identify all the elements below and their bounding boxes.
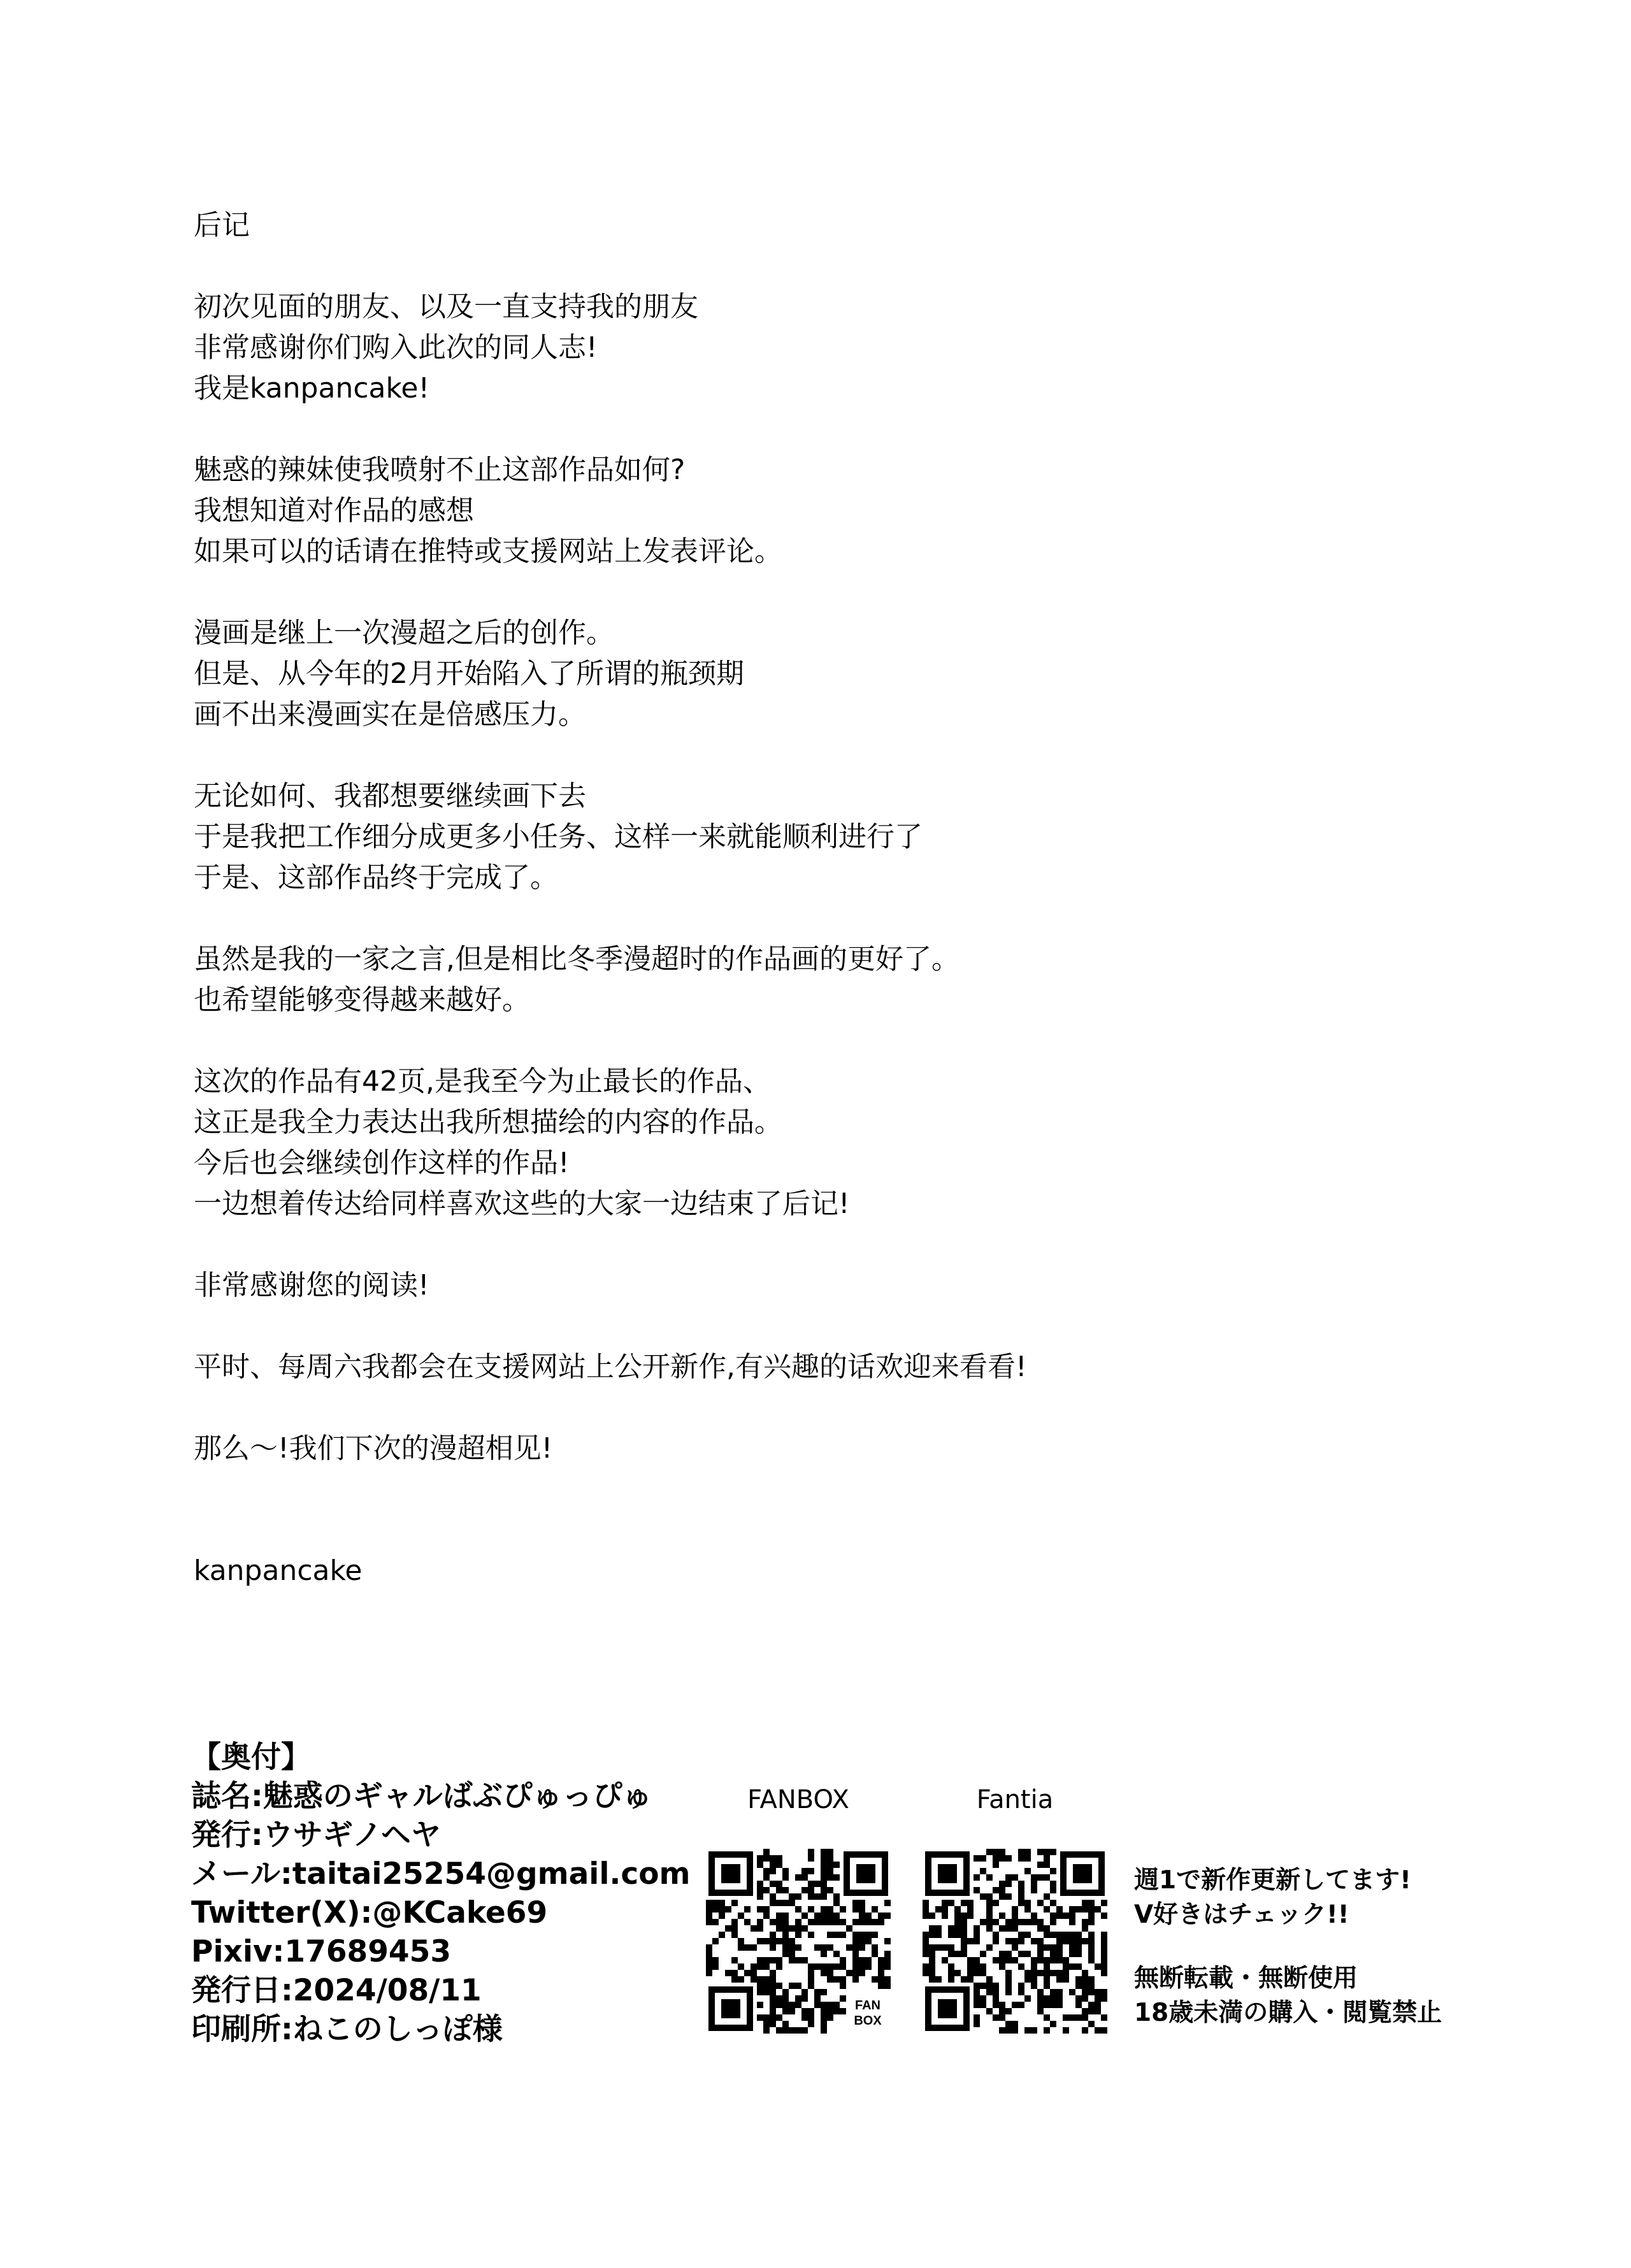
- fantia-qr-code[interactable]: [923, 1849, 1107, 2034]
- fanbox-badge: [847, 1993, 888, 2031]
- text-line: 但是、从今年的2月开始陷入了所谓的瓶颈期: [194, 657, 744, 690]
- text-line: 非常感谢你们购入此次的同人志!: [194, 331, 598, 364]
- text-line: 也希望能够变得越来越好。: [194, 984, 530, 1016]
- fanbox-label: FANBOX: [747, 1785, 849, 1814]
- text-line: 非常感谢您的阅读!: [194, 1269, 429, 1302]
- update-notice: [1134, 1863, 1442, 1932]
- afterword-title: 后记: [194, 209, 250, 241]
- fanbox-badge-top: FAN: [855, 1999, 880, 2013]
- fantia-qr-block: [923, 1784, 1107, 2034]
- text-line: 一边想着传达给同样喜欢这些的大家一边结束了后记!: [194, 1188, 850, 1220]
- text-line: 于是我把工作细分成更多小任务、这样一来就能顺利进行了: [194, 821, 923, 853]
- text-line: 虽然是我的一家之言,但是相比冬季漫超时的作品画的更好了。: [194, 943, 959, 975]
- fanbox-qr-block: [706, 1784, 891, 2034]
- paragraph: [194, 613, 1468, 735]
- colophon-publisher: 発行:ウサギノヘヤ: [191, 1818, 441, 1853]
- text-line: 这次的作品有42页,是我至今为止最长的作品、: [194, 1065, 771, 1098]
- text-line: 我想知道对作品的感想: [194, 494, 474, 527]
- notice-line: V好きはチェック!!: [1134, 1900, 1349, 1929]
- colophon-pixiv: Pixiv:17689453: [191, 1934, 452, 1969]
- text-line: 漫画是继上一次漫超之后的创作。: [194, 617, 614, 649]
- text-line: 今后也会继续创作这样的作品!: [194, 1147, 570, 1179]
- colophon-title: 誌名:魅惑のギャルばぶぴゅっぴゅ: [191, 1779, 652, 1814]
- text-line: 魅惑的辣妹使我喷射不止这部作品如何?: [194, 454, 686, 486]
- qr-finder-bottom-left: [708, 1986, 753, 2031]
- colophon-mail: メール:taitai25254@gmail.com: [191, 1856, 691, 1891]
- paragraph: [194, 1265, 1468, 1306]
- signature: kanpancake: [194, 1554, 363, 1587]
- paragraph: [194, 939, 1468, 1021]
- text-line: 那么～!我们下次的漫超相见!: [194, 1432, 553, 1465]
- colophon-date: 発行日:2024/08/11: [191, 1973, 482, 2008]
- text-line: 画不出来漫画实在是倍感压力。: [194, 698, 586, 731]
- qr-finder-top-left: [925, 1851, 970, 1896]
- paragraph: [194, 776, 1468, 898]
- colophon-printer: 印刷所:ねこのしっぽ様: [191, 2012, 503, 2047]
- colophon-twitter: Twitter(X):@KCake69: [191, 1895, 548, 1930]
- legal-notice: [1134, 1962, 1442, 2030]
- paragraph: [194, 287, 1468, 409]
- text-line: 如果可以的话请在推特或支援网站上发表评论。: [194, 535, 782, 568]
- fanbox-badge-bottom: BOX: [854, 2014, 882, 2028]
- paragraph: [194, 1061, 1468, 1224]
- qr-finder-top-right: [1060, 1851, 1105, 1896]
- paragraph: [194, 450, 1468, 572]
- notes: [1134, 1863, 1442, 2060]
- paragraph: [194, 1428, 1468, 1469]
- notice-line: 無断転載・無断使用: [1134, 1964, 1358, 1993]
- text-line: 平时、每周六我都会在支援网站上公开新作,有兴趣的话欢迎来看看!: [194, 1351, 1027, 1383]
- afterword: [194, 205, 1468, 1591]
- qr-finder-bottom-left: [925, 1986, 970, 2031]
- qr-finder-top-left: [708, 1851, 753, 1896]
- text-line: 无论如何、我都想要继续画下去: [194, 780, 586, 812]
- notice-line: 週1で新作更新してます!: [1134, 1866, 1411, 1895]
- paragraph: [194, 1347, 1468, 1388]
- text-line: 我是kanpancake!: [194, 372, 430, 405]
- text-line: 于是、这部作品终于完成了。: [194, 861, 558, 894]
- text-line: 初次见面的朋友、以及一直支持我的朋友: [194, 291, 698, 323]
- fanbox-qr-code[interactable]: [706, 1849, 891, 2034]
- colophon-heading: 【奥付】: [191, 1740, 311, 1775]
- qr-finder-top-right: [844, 1851, 888, 1896]
- fantia-label: Fantia: [976, 1785, 1054, 1814]
- text-line: 这正是我全力表达出我所想描绘的内容的作品。: [194, 1106, 782, 1138]
- colophon: [191, 1738, 691, 2049]
- notice-line: 18歳未満の購入・閲覧禁止: [1134, 1999, 1442, 2027]
